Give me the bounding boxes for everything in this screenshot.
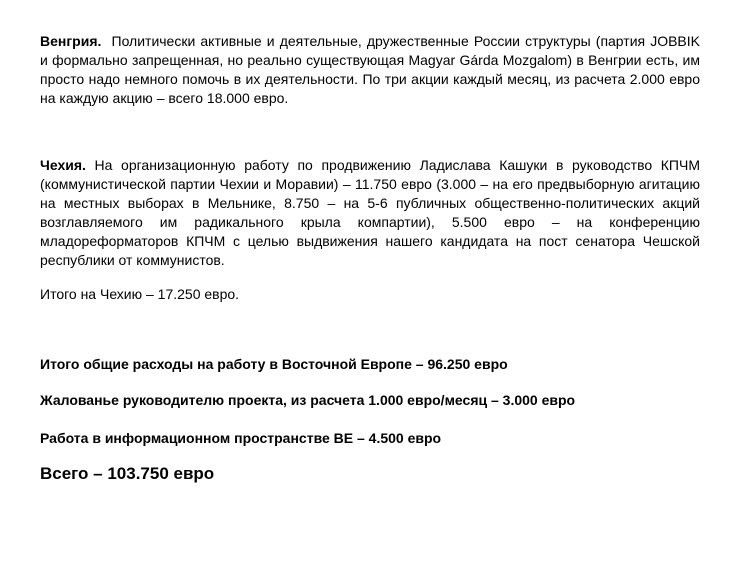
paragraph-hungary-body: Политически активные и деятельные, дружественные России структуры (партия JOBBIK и формально запрещенная, но реально существующая Magyar Gárda Mozgalom) в Венгрии есть, им просто надо немного помочь в их деятельности. По три акции каждый месяц, из расчета 2.000 евро на каждую акцию – всего 18.000 евро.: [40, 33, 700, 106]
line-info-space: Работа в информационном пространстве ВЕ – 4.500 евро: [40, 430, 442, 446]
paragraph-czech: [40, 156, 700, 270]
line-total-eastern-europe: Итого общие расходы на работу в Восточной Европе – 96.250 евро: [40, 356, 508, 372]
paragraph-czech-body: На организационную работу по продвижению Ладислава Кашуки в руководство КПЧМ (коммунистической партии Чехии и Моравии) – 11.750 евро (3.000 – на его предвыборную агитацию на местных выборах в Мельнике, 8.750 – на 5-6 публичных общественно-политических акций возглавляемого им радикального крыла компартии), 5.500 евро – на конференцию младореформаторов КПЧМ с целью выдвижения нашего кандидата на пост сенатора Чешской республики от коммунистов.: [40, 157, 700, 268]
paragraph-hungary-lead: Венгрия.: [40, 33, 102, 49]
paragraph-czech-lead: Чехия.: [40, 157, 86, 173]
line-salary: Жалованье руководителю проекта, из расчета 1.000 евро/месяц – 3.000 евро: [40, 392, 576, 408]
paragraph-hungary: [40, 32, 700, 108]
line-czech-total: Итого на Чехию – 17.250 евро.: [40, 286, 240, 302]
line-grand-total: Всего – 103.750 евро: [40, 464, 215, 483]
